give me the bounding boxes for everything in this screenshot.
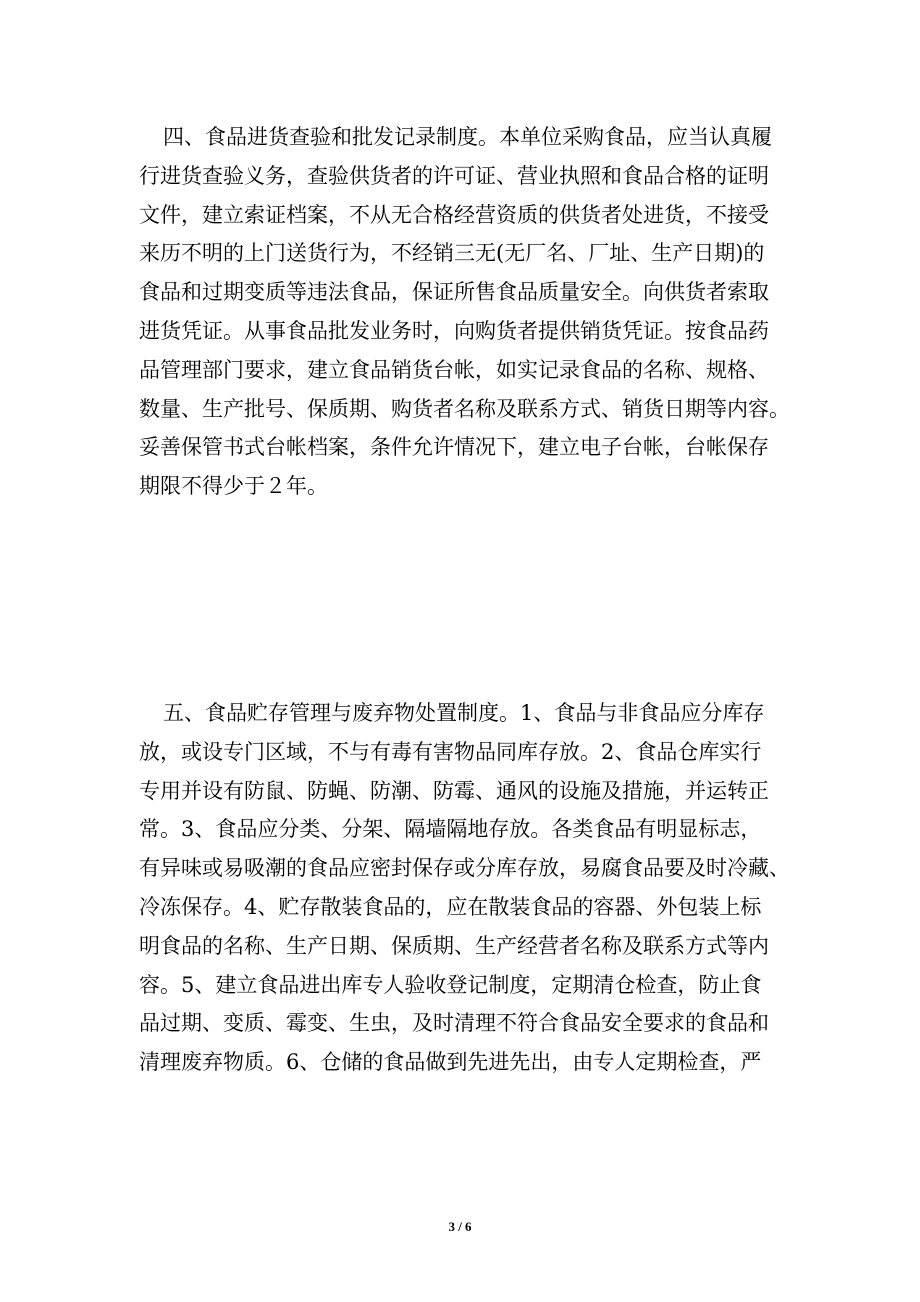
- text-line: 来历不明的上门送货行为，不经销三无(无厂名、厂址、生产日期)的: [139, 241, 765, 266]
- paragraph-section-five: [139, 694, 790, 1082]
- text-line: 常。3、食品应分类、分架、隔墙隔地存放。各类食品有明显标志，: [139, 817, 762, 842]
- text-line: 放，或设专门区域，不与有毒有害物品同库存放。2、食品仓库实行: [139, 739, 762, 764]
- page-number: 3 / 6: [448, 1219, 472, 1234]
- text-line: 冷冻保存。4、贮存散装食品的，应在散装食品的容器、外包装上标: [139, 894, 762, 919]
- text-line: 品管理部门要求，建立食品销货台帐，如实记录食品的名称、规格、: [139, 357, 769, 382]
- paragraph-section-four: [139, 118, 790, 506]
- text-line: 四、食品进货查验和批发记录制度。本单位采购食品，应当认真履: [163, 125, 772, 149]
- text-line: 专用并设有防鼠、防蝇、防潮、防霉、通风的设施及措施，并运转正: [139, 778, 769, 803]
- text-line: 清理废弃物质。6、仓储的食品做到先进先出，由专人定期检查，严: [139, 1050, 762, 1075]
- text-line: 容。5、建立食品进出库专人验收登记制度，定期清仓检查，防止食: [139, 972, 762, 997]
- text-line: 行进货查验义务，查验供货者的许可证、营业执照和食品合格的证明: [139, 163, 769, 188]
- text-line: 食品和过期变质等违法食品，保证所售食品质量安全。向供货者索取: [139, 280, 769, 305]
- text-line: 五、食品贮存管理与废弃物处置制度。1、食品与非食品应分库存: [163, 701, 765, 725]
- text-line: 文件，建立索证档案，不从无合格经营资质的供货者处进货，不接受: [139, 202, 769, 227]
- text-line: 进货凭证。从事食品批发业务时，向购货者提供销货凭证。按食品药: [139, 318, 769, 343]
- text-line: 明食品的名称、生产日期、保质期、生产经营者名称及联系方式等内: [139, 933, 769, 958]
- text-line: 期限不得少于２年。: [139, 474, 328, 499]
- text-line: 数量、生产批号、保质期、购货者名称及联系方式、销货日期等内容。: [139, 396, 790, 421]
- text-line: 有异味或易吸潮的食品应密封保存或分库存放，易腐食品要及时冷藏、: [139, 856, 790, 881]
- text-line: 品过期、变质、霉变、生虫，及时清理不符合食品安全要求的食品和: [139, 1011, 769, 1036]
- text-line: 妥善保管书式台帐档案，条件允许情况下，建立电子台帐，台帐保存: [139, 435, 769, 460]
